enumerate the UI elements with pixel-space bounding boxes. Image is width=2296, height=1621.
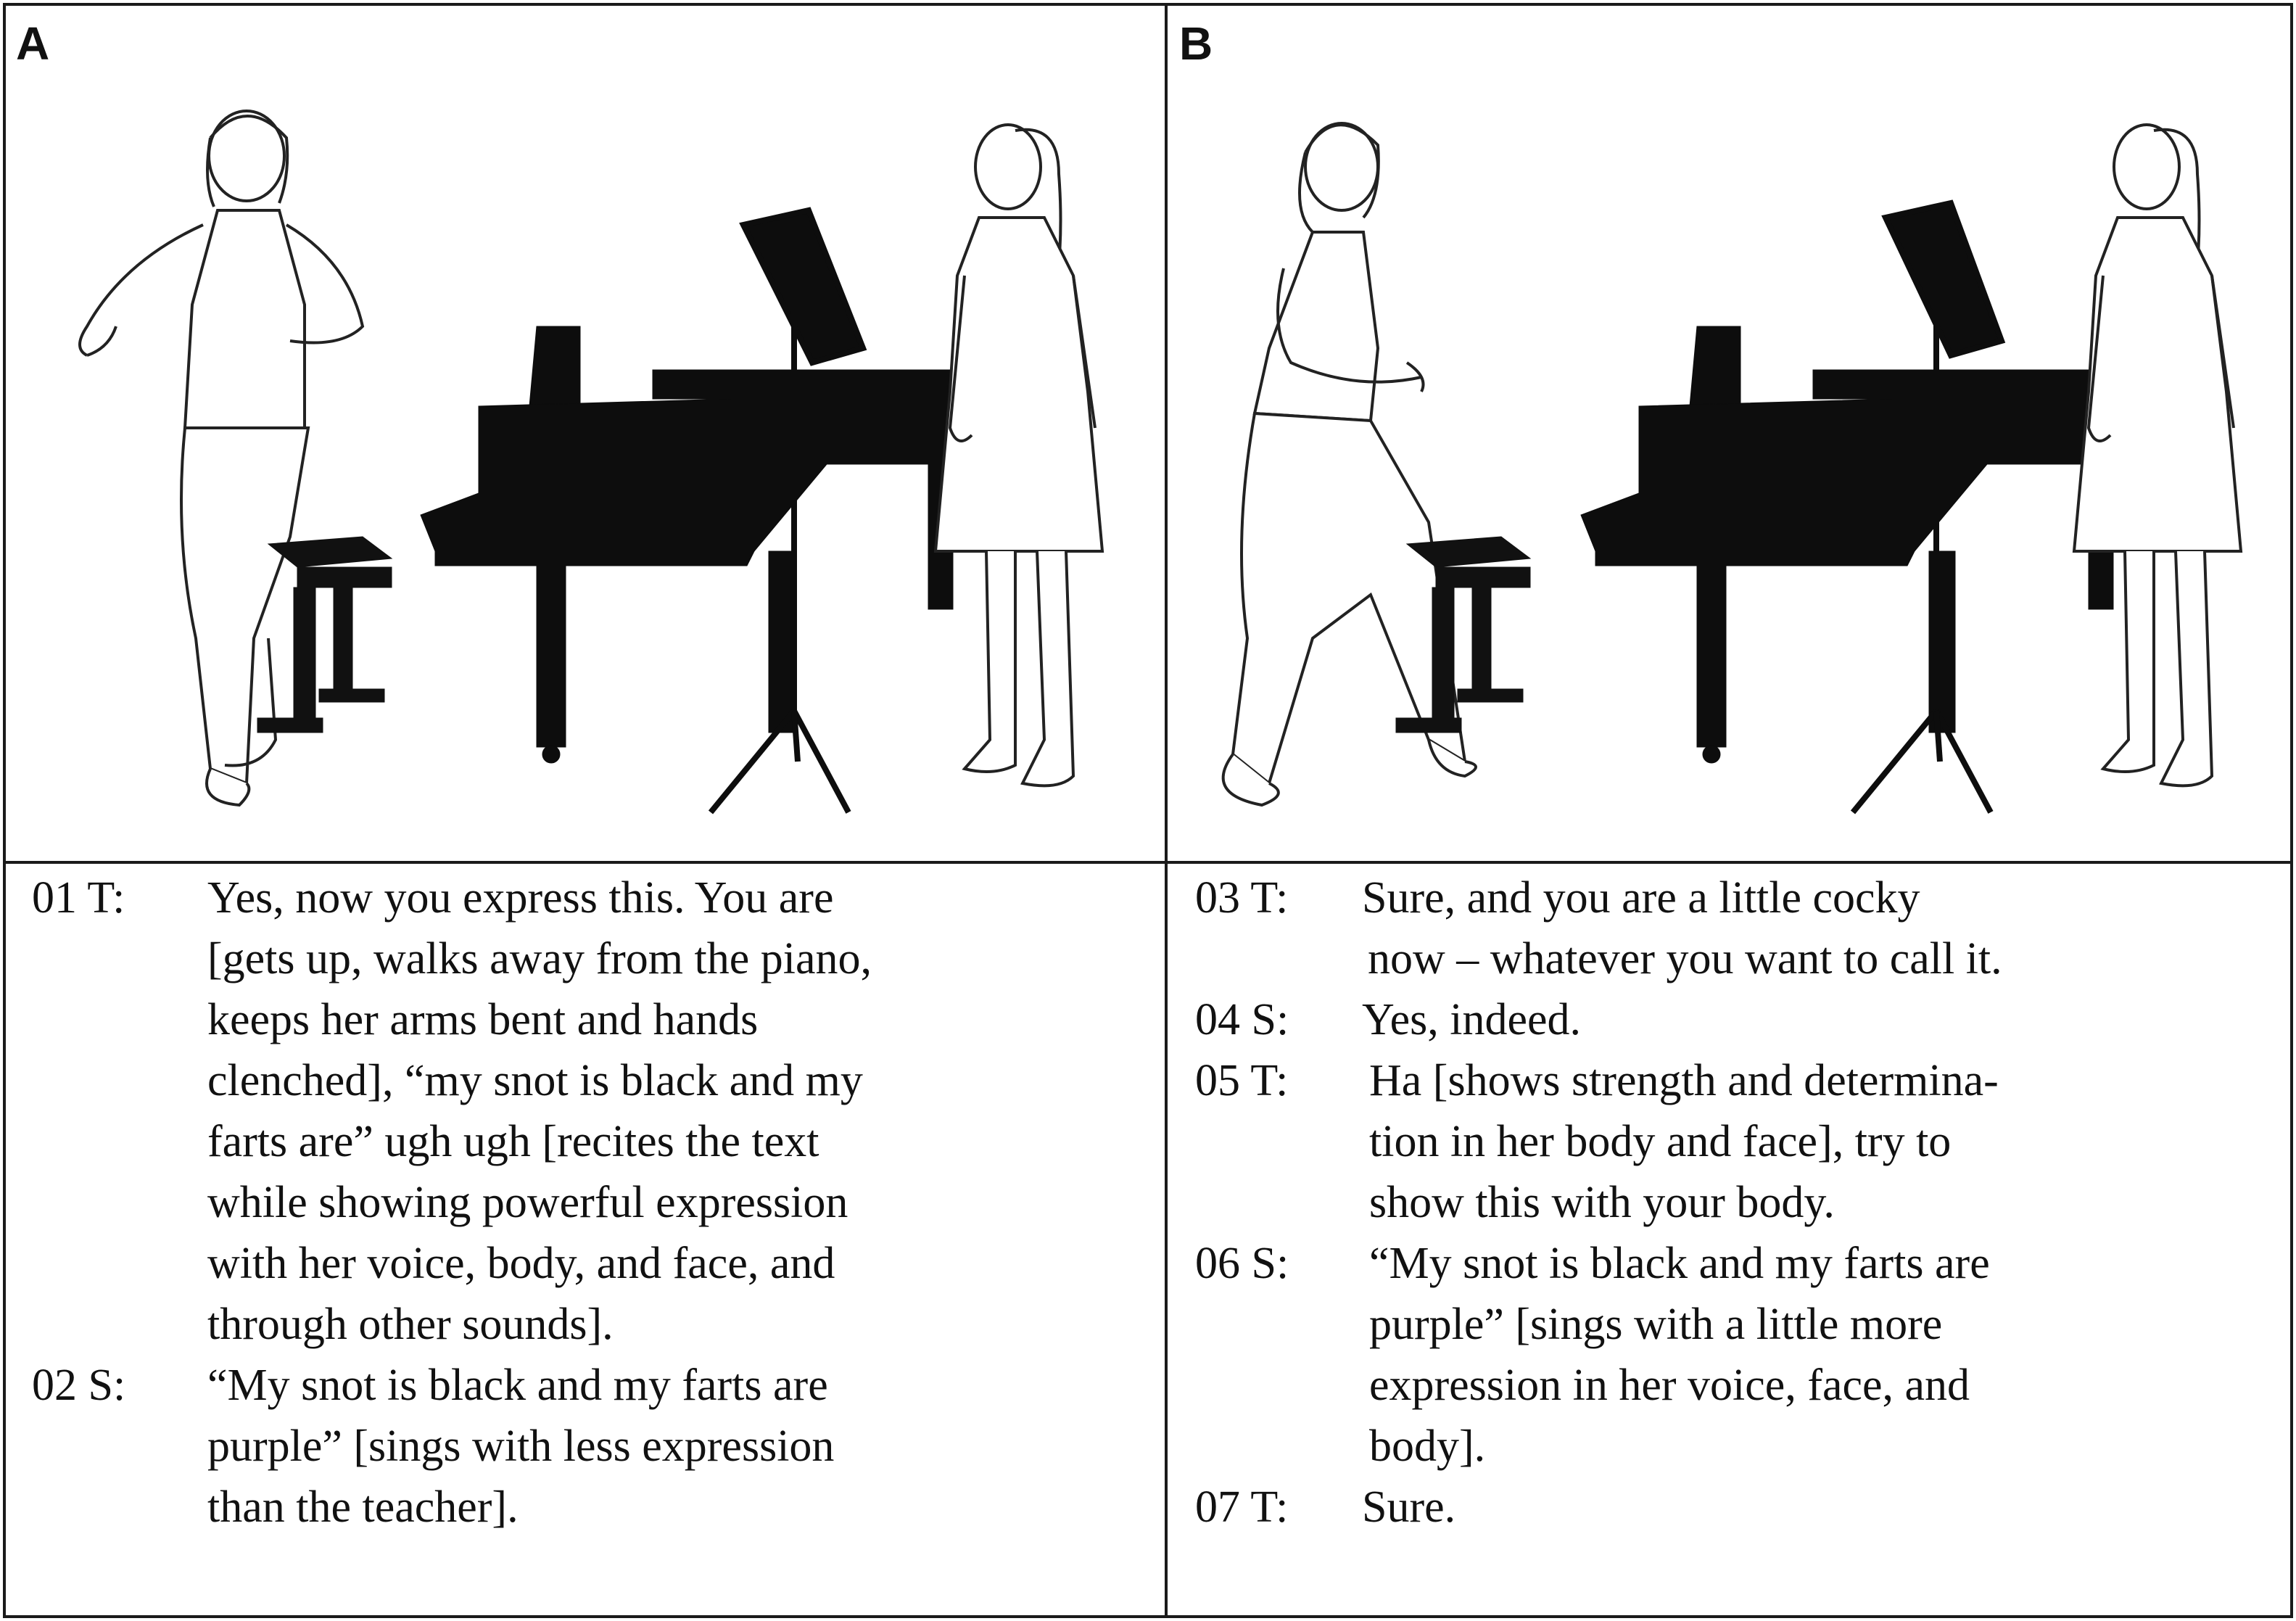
panel-divider-vertical: [1165, 3, 1168, 1618]
utterance-line: Yes, now you express this. You are: [207, 873, 834, 923]
utterance-line: tion in her body and face], try to: [1369, 1117, 1952, 1166]
speaker-label: 02 S:: [32, 1361, 126, 1410]
grand-piano: [1581, 326, 2147, 763]
speaker-label: 04 S:: [1195, 995, 1289, 1044]
utterance-line: clenched], “my snot is black and my: [207, 1056, 863, 1105]
transcript-turn: [1195, 1233, 2225, 1477]
utterance-line: through other sounds].: [207, 1300, 614, 1349]
transcript-turn: [32, 1355, 1004, 1538]
speaker-label: 01 T:: [32, 873, 125, 923]
panel-b-label: B: [1179, 17, 1213, 70]
utterance: [207, 867, 1004, 1355]
panel-a-illustration: [29, 87, 1146, 856]
speaker-label: 07 T:: [1195, 1482, 1289, 1532]
utterance: [1369, 1050, 2225, 1233]
utterance-line: Sure, and you are a little cocky: [1362, 873, 1920, 923]
utterance-line: body].: [1369, 1422, 1486, 1471]
utterance-line: show this with your body.: [1369, 1178, 1835, 1227]
utterance: [1362, 1477, 2225, 1538]
transcript-turn: [32, 867, 1004, 1355]
panel-a-label: A: [16, 17, 50, 70]
utterance-line: [gets up, walks away from the piano,: [207, 934, 872, 983]
panel-b-illustration: [1189, 87, 2277, 856]
utterance-line: purple” [sings with a little more: [1369, 1300, 1943, 1349]
transcript-turn: [1195, 1477, 2225, 1538]
panel-divider-horizontal: [3, 861, 2293, 864]
utterance-line: than the teacher].: [207, 1482, 519, 1532]
utterance: [1362, 867, 2225, 989]
panel-a-transcript: [32, 867, 1004, 1538]
utterance-line: Yes, indeed.: [1362, 995, 1581, 1044]
utterance-line: Sure.: [1362, 1482, 1456, 1532]
transcript-turn: [1195, 867, 2225, 989]
utterance-line: expression in her voice, face, and: [1369, 1361, 1970, 1410]
utterance-line: farts are” ugh ugh [recites the text: [207, 1117, 819, 1166]
speaker-label: 06 S:: [1195, 1239, 1289, 1288]
speaker-label: 03 T:: [1195, 873, 1289, 923]
utterance: [1362, 989, 2225, 1050]
utterance-line: with her voice, body, and face, and: [207, 1239, 835, 1288]
utterance-line: Ha [shows strength and determina-: [1369, 1056, 1999, 1105]
panel-b-transcript: [1195, 867, 2225, 1538]
utterance: [1369, 1233, 2225, 1477]
student-figure: [936, 125, 1102, 785]
transcript-turn: [1195, 1050, 2225, 1233]
grand-piano: [421, 326, 986, 763]
transcript-turn: [1195, 989, 2225, 1050]
utterance-line: “My snot is black and my farts are: [1369, 1239, 1990, 1288]
utterance-line: purple” [sings with less expression: [207, 1422, 835, 1471]
utterance-line: while showing powerful expression: [207, 1178, 848, 1227]
utterance-line: “My snot is black and my farts are: [207, 1361, 828, 1410]
speaker-label: 05 T:: [1195, 1056, 1289, 1105]
student-figure: [2074, 125, 2241, 785]
utterance-line: now – whatever you want to call it.: [1368, 934, 2002, 983]
utterance-line: keeps her arms bent and hands: [207, 995, 759, 1044]
utterance: [207, 1355, 1004, 1538]
